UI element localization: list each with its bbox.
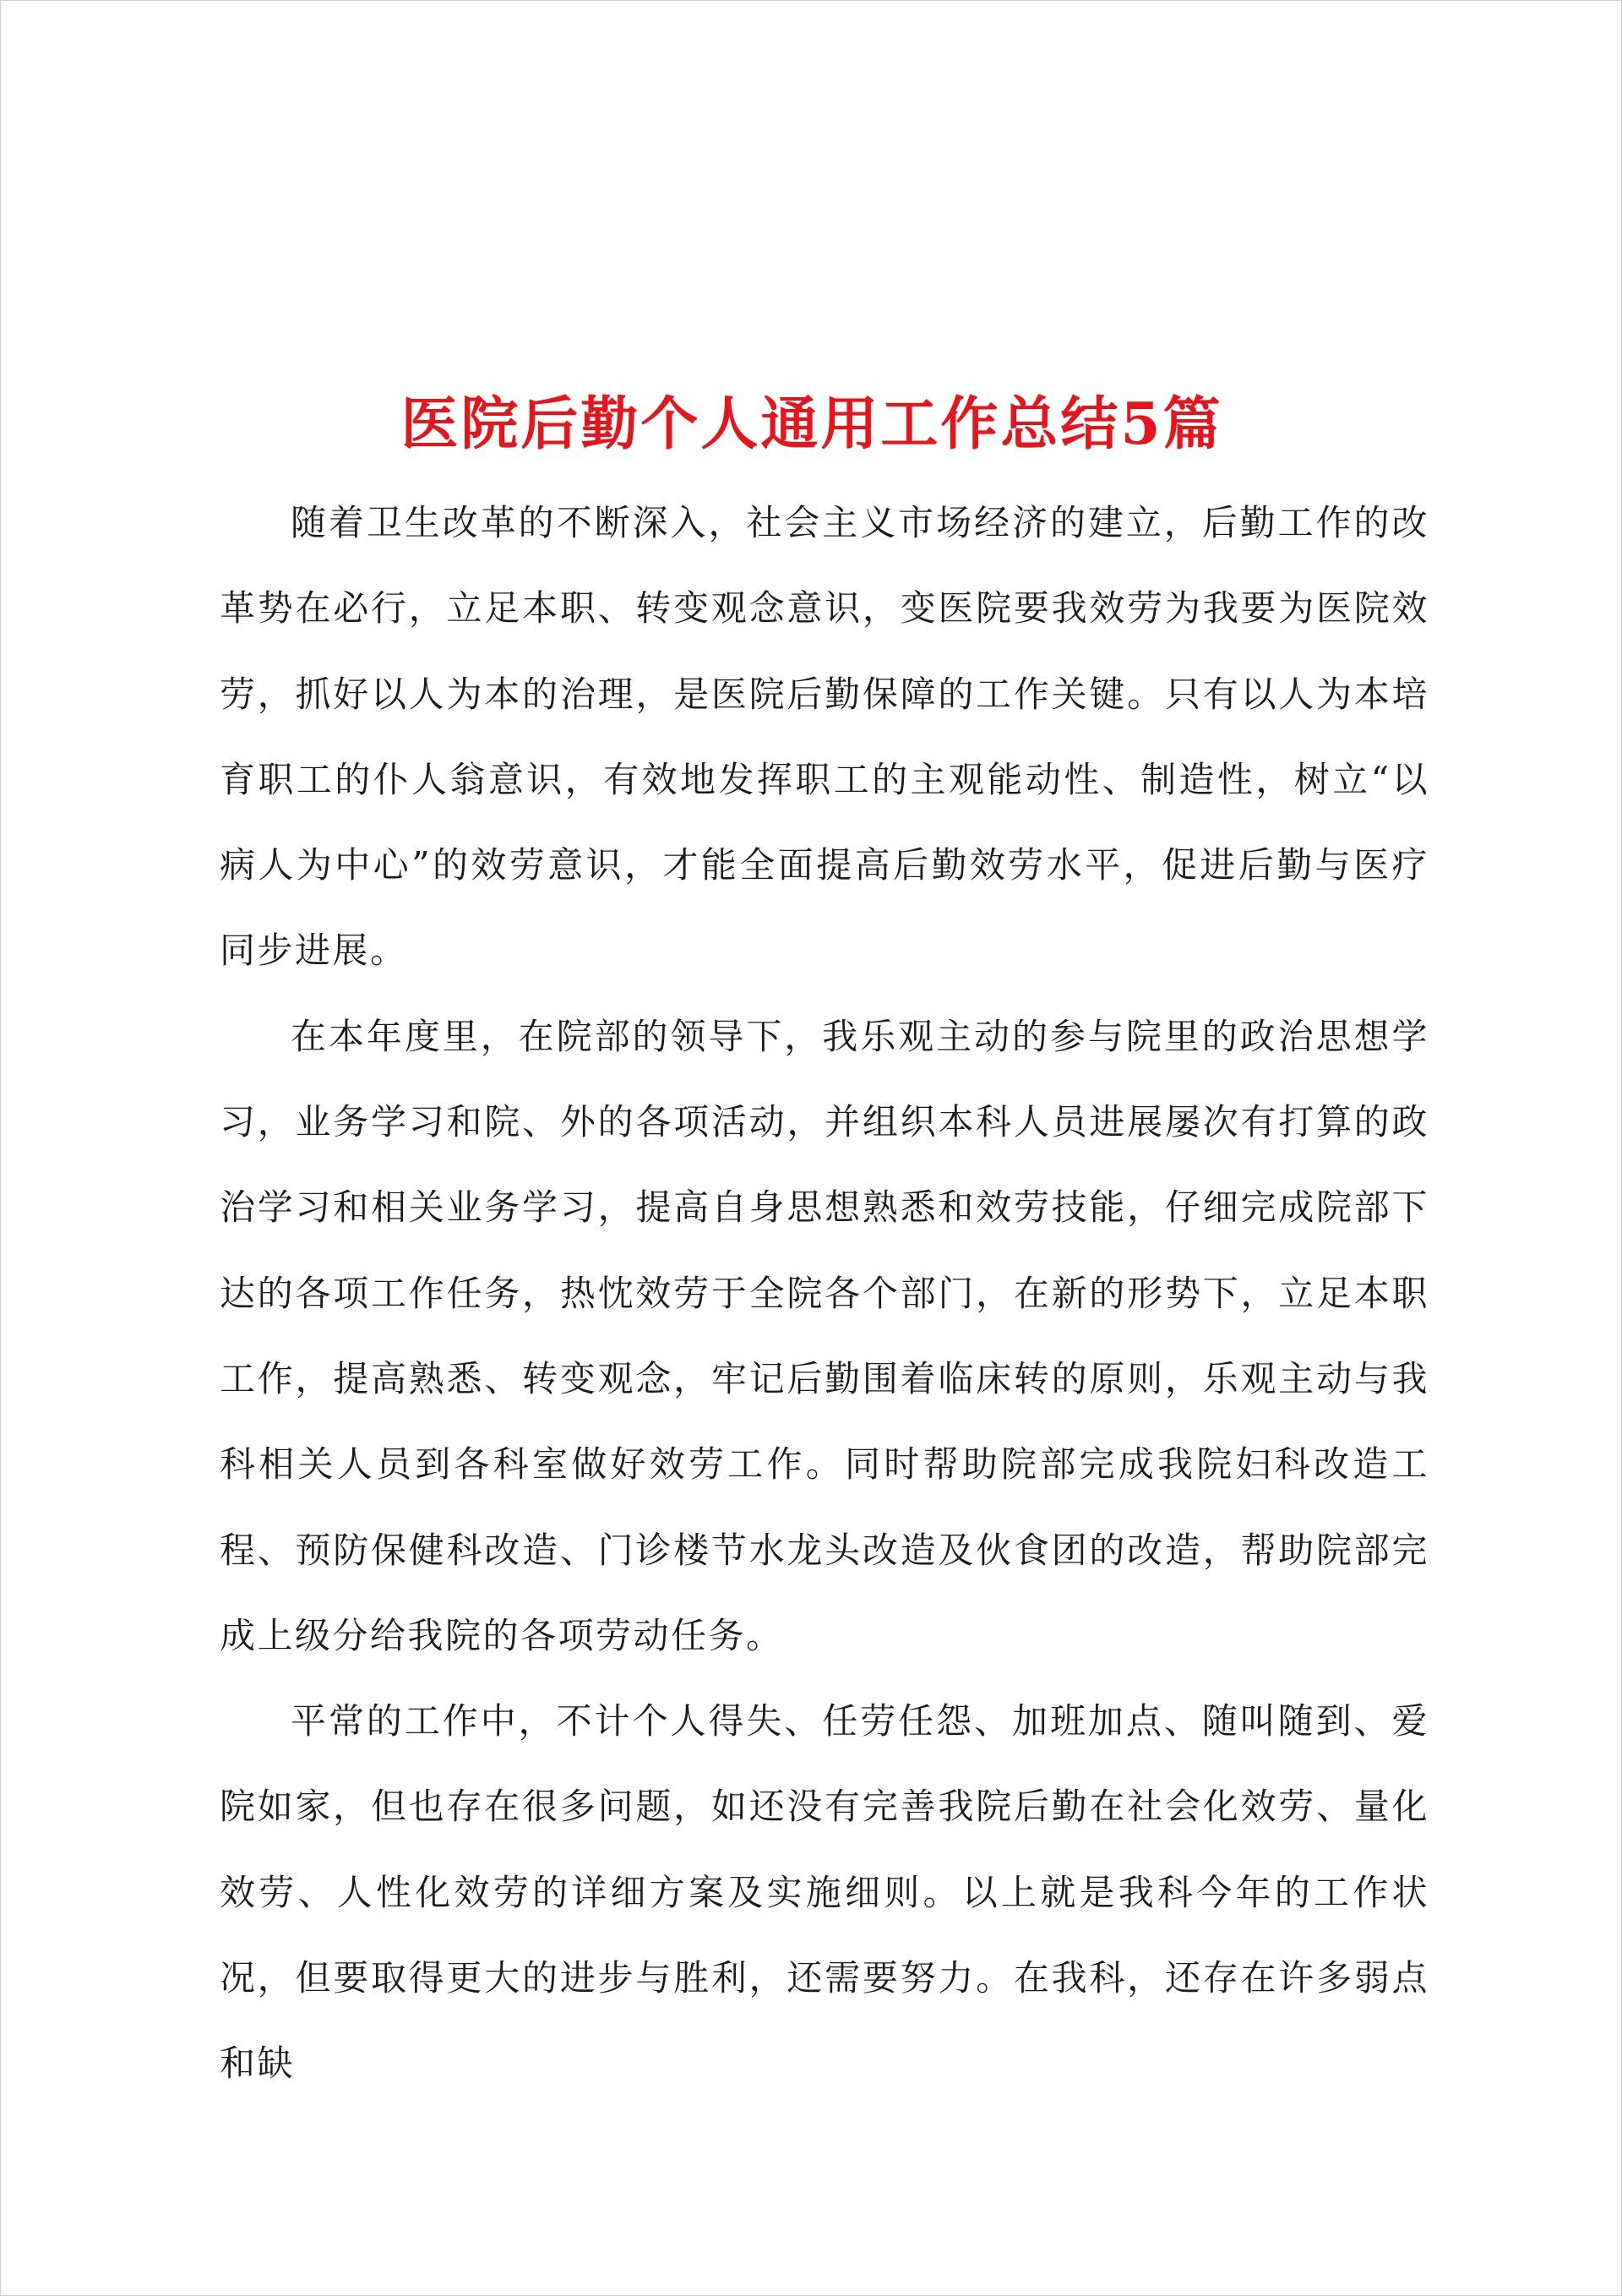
- paragraph-3: 平常的工作中，不计个人得失、任劳任怨、加班加点、随叫随到、爱院如家，但也存在很多问题，如还没有完善我院后勤在社会化效劳、量化效劳、人性化效劳的详细方案及实施细则。以上就是我科今年的工作状况，但要取得更大的进步与胜利，还需要努力。在我科，还存在许多弱点和缺: [220, 1700, 1429, 2085]
- paragraph-2: 在本年度里，在院部的领导下，我乐观主动的参与院里的政治思想学习，业务学习和院、外的各项活动，并组织本科人员进展屡次有打算的政治学习和相关业务学习，提高自身思想熟悉和效劳技能，仔细完成院部下达的各项工作任务，热忱效劳于全院各个部门，在新的形势下，立足本职工作，提高熟悉、转变观念，牢记后勤围着临床转的原则，乐观主动与我科相关人员到各科室做好效劳工作。同时帮助院部完成我院妇科改造工程、预防保健科改造、门诊楼节水龙头改造及伙食团的改造，帮助院部完成上级分给我院的各项劳动任务。: [220, 1015, 1429, 1656]
- document-body: [220, 480, 1429, 2107]
- document-title: 医院后勤个人通用工作总结5篇: [400, 390, 1223, 458]
- paragraph-1: 随着卫生改革的不断深入，社会主义市场经济的建立，后勤工作的改革势在必行，立足本职、转变观念意识，变医院要我效劳为我要为医院效劳，抓好以人为本的治理，是医院后勤保障的工作关键。只有以人为本培育职工的仆人翁意识，有效地发挥职工的主观能动性、制造性，树立“以病人为中心”的效劳意识，才能全面提高后勤效劳水平，促进后勤与医疗同步进展。: [220, 502, 1429, 972]
